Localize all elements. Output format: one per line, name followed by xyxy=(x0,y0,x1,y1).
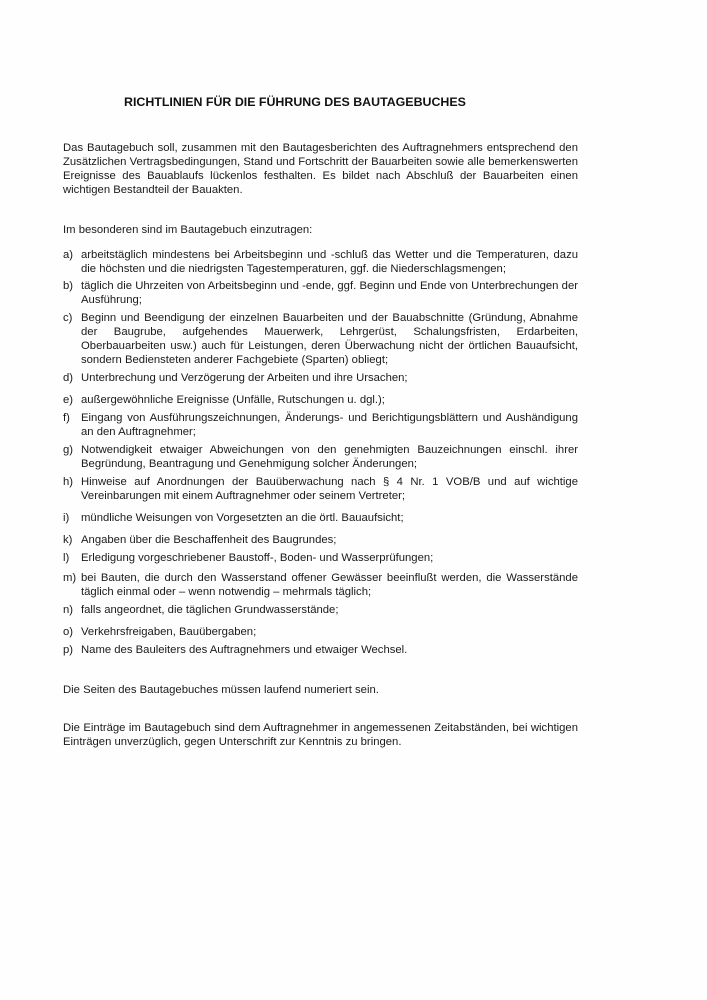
list-item-label: a) xyxy=(63,249,74,261)
list-item xyxy=(63,551,578,565)
page-title: RICHTLINIEN FÜR DIE FÜHRUNG DES BAUTAGEBUCHES xyxy=(124,95,466,109)
entries-notification-note: Die Einträge im Bautagebuch sind dem Auftragnehmer in angemessenen Zeitabständen, bei wichtigen Einträgen unverzüglich, gegen Unterschrift zur Kenntnis zu bringen. xyxy=(63,722,578,748)
list-item-text: mündliche Weisungen von Vorgesetzten an die örtl. Bauaufsicht; xyxy=(81,512,404,524)
list-item-text: Name des Bauleiters des Auftragnehmers und etwaiger Wechsel. xyxy=(81,644,408,656)
list-item xyxy=(63,443,578,471)
list-item xyxy=(63,643,578,657)
list-item xyxy=(63,248,578,276)
list-item xyxy=(63,311,578,367)
list-item xyxy=(63,625,578,639)
list-item-text: Verkehrsfreigaben, Bauübergaben; xyxy=(81,626,257,638)
list-item-text: täglich die Uhrzeiten von Arbeitsbeginn und -ende, ggf. Beginn und Ende von Unterbrechungen der Ausführung; xyxy=(81,280,578,306)
list-item xyxy=(63,279,578,307)
list-item-label: l) xyxy=(63,552,70,564)
list-item xyxy=(63,511,578,525)
list-item-text: Unterbrechung und Verzögerung der Arbeiten und ihre Ursachen; xyxy=(81,372,408,384)
list-item xyxy=(63,603,578,617)
list-item-text: Hinweise auf Anordnungen der Bauüberwachung nach § 4 Nr. 1 VOB/B und auf wichtige Vereinbarungen mit einem Auftragnehmer oder seinem Vertreter; xyxy=(81,476,578,502)
list-item-label: p) xyxy=(63,644,74,656)
list-item-text: bei Bauten, die durch den Wasserstand offener Gewässer beeinflußt werden, die Wasserstände täglich einmal oder – wenn notwendig – mehrmals täglich; xyxy=(81,572,578,598)
page-numbering-note: Die Seiten des Bautagebuches müssen laufend numeriert sein. xyxy=(63,684,379,696)
list-item-label: h) xyxy=(63,476,74,488)
list-item xyxy=(63,571,578,599)
list-item-label: d) xyxy=(63,372,74,384)
list-item xyxy=(63,411,578,439)
list-item-label: o) xyxy=(63,626,74,638)
list-item-text: außergewöhnliche Ereignisse (Unfälle, Rutschungen u. dgl.); xyxy=(81,394,385,406)
entry-requirements-list xyxy=(63,248,578,657)
list-item-label: b) xyxy=(63,280,74,292)
list-item-text: Angaben über die Beschaffenheit des Baugrundes; xyxy=(81,534,337,546)
list-item xyxy=(63,533,578,547)
list-item-text: falls angeordnet, die täglichen Grundwasserstände; xyxy=(81,604,339,616)
list-item-text: arbeitstäglich mindestens bei Arbeitsbeginn und -schluß das Wetter und die Temperaturen, dazu die höchsten und die niedrigsten Tagestemperaturen, ggf. die Niederschlagsmengen; xyxy=(81,249,578,275)
list-item-text: Beginn und Beendigung der einzelnen Bauarbeiten und der Bauabschnitte (Gründung, Abnahme der Baugrube, aufgehendes Mauerwerk, Lehrgerüst, Schalungsfristen, Erdarbeiten, Oberbauarbeiten usw.) auch für Leistungen, deren Überwachung nicht der örtlichen Bauaufsicht, sondern Bediensteten anderer Fachgebiete (Sparten) obliegt; xyxy=(81,312,578,366)
list-item-label: c) xyxy=(63,312,73,324)
list-item-label: g) xyxy=(63,444,74,456)
intro-paragraph: Das Bautagebuch soll, zusammen mit den Bautagesberichten des Auftragnehmers entsprechend den Zusätzlichen Vertragsbedingungen, Stand und Fortschritt der Bauarbeiten sowie alle bemerkenswerten Ereignisse des Bauablaufs lückenlos festhalten. Es bildet nach Abschluß der Bauarbeiten einen wichtigen Bestandteil der Bauakten. xyxy=(63,142,578,196)
list-item xyxy=(63,371,578,385)
list-item-label: e) xyxy=(63,394,74,406)
list-item xyxy=(63,475,578,503)
list-item-label: f) xyxy=(63,412,70,424)
list-item xyxy=(63,393,578,407)
list-item-text: Erledigung vorgeschriebener Baustoff-, Boden- und Wasserprüfungen; xyxy=(81,552,434,564)
list-item-text: Eingang von Ausführungszeichnungen, Änderungs- und Berichtigungsblättern und Aushändigung an den Auftragnehmer; xyxy=(81,412,578,438)
list-item-label: i) xyxy=(63,512,70,524)
list-item-label: k) xyxy=(63,534,73,546)
list-lead-text: Im besonderen sind im Bautagebuch einzutragen: xyxy=(63,224,313,236)
list-item-label: n) xyxy=(63,604,74,616)
list-item-text: Notwendigkeit etwaiger Abweichungen von den genehmigten Bauzeichnungen einschl. ihrer Begründung, Beantragung und Genehmigung solcher Änderungen; xyxy=(81,444,578,470)
list-item-label: m) xyxy=(63,572,77,584)
